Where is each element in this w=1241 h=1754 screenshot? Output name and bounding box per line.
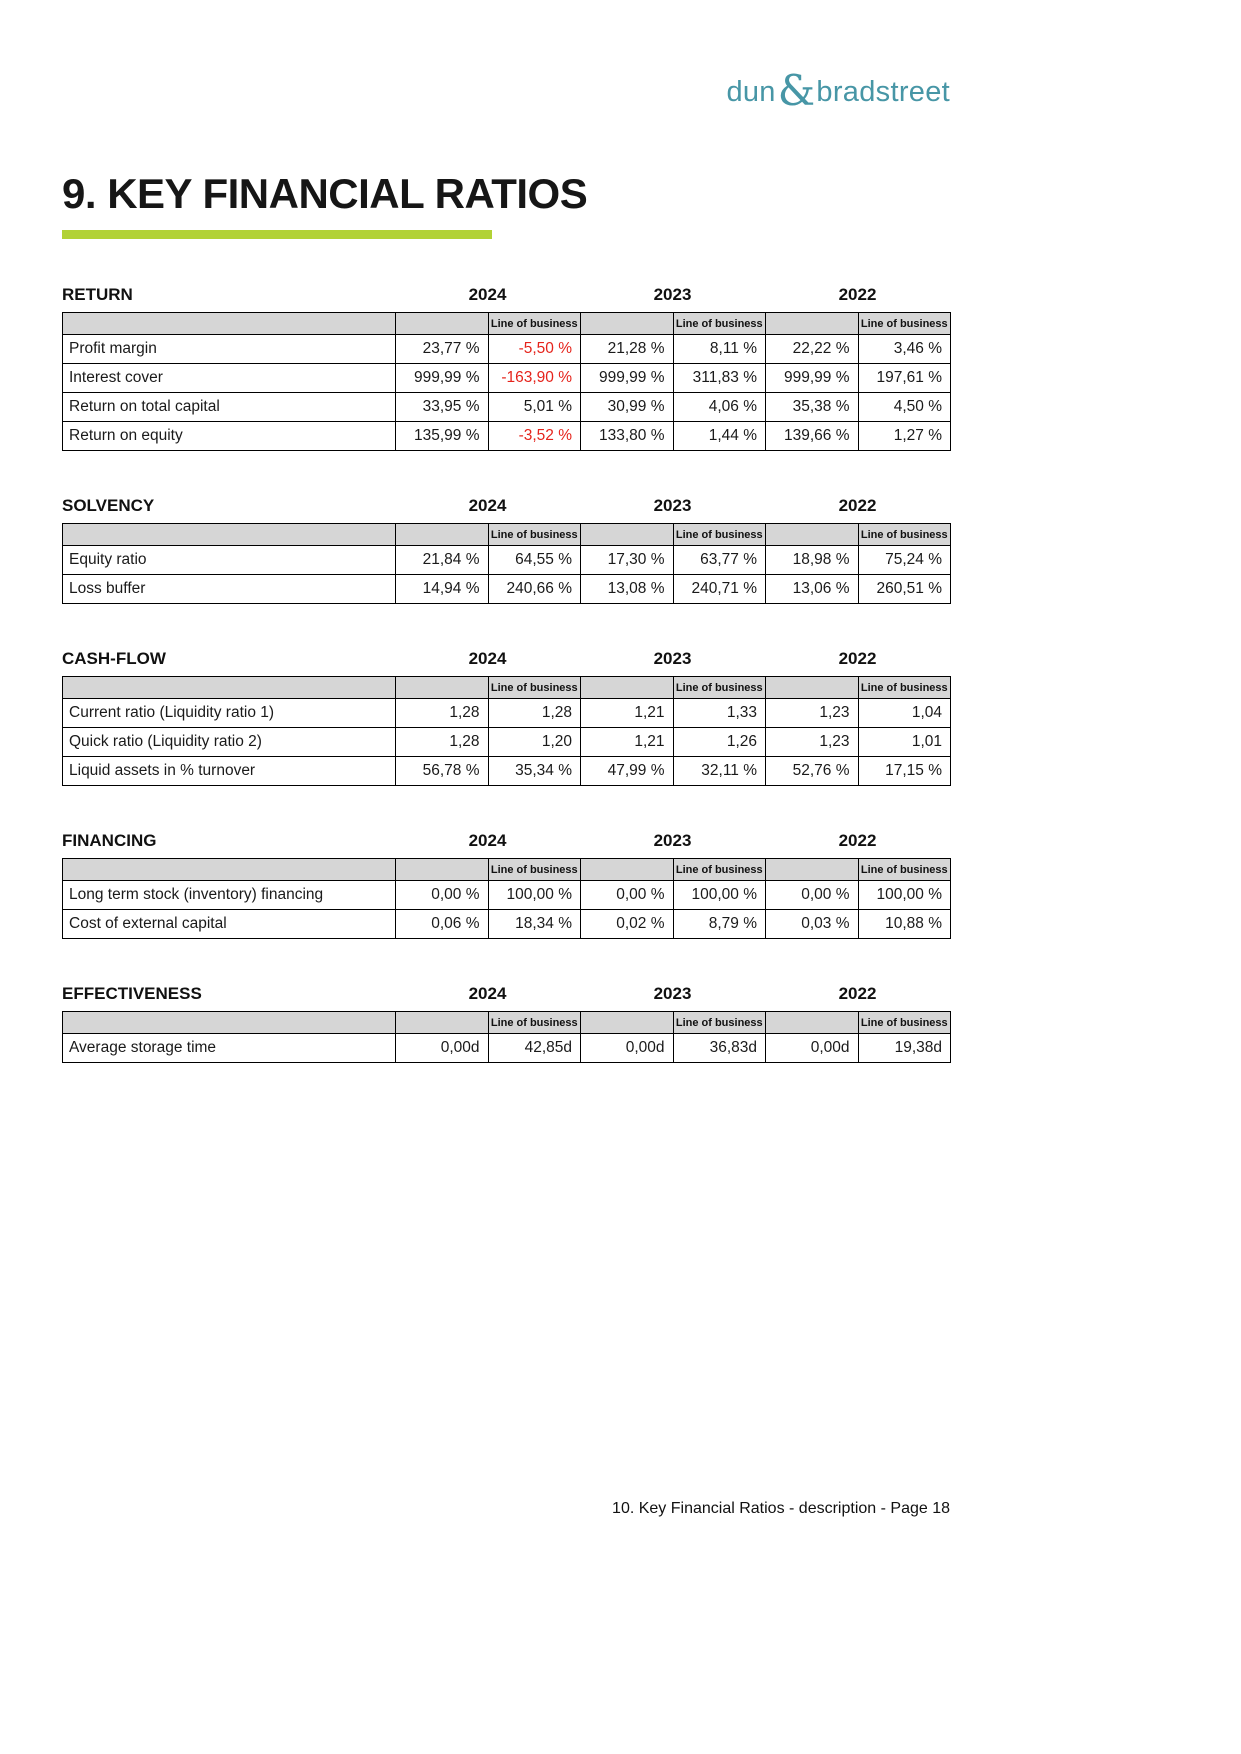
value-cell: 3,46 % (858, 335, 951, 364)
row-label: Current ratio (Liquidity ratio 1) (63, 699, 396, 728)
value-cell: 42,85d (488, 1034, 581, 1063)
row-label: Return on equity (63, 422, 396, 451)
line-of-business-header-cell: Line of business (858, 677, 951, 699)
year-header: 2023 (653, 649, 692, 668)
value-cell: 23,77 % (396, 335, 489, 364)
empty-header-cell (63, 1012, 396, 1034)
value-cell: 36,83d (673, 1034, 766, 1063)
table-header-row (63, 1012, 951, 1034)
year-header: 2022 (838, 984, 877, 1003)
table-header-row (63, 524, 951, 546)
value-cell: 32,11 % (673, 757, 766, 786)
section-solvency (62, 496, 950, 604)
table-row (63, 757, 951, 786)
value-cell: 999,99 % (396, 364, 489, 393)
value-cell: 1,23 (766, 728, 859, 757)
value-cell: 260,51 % (858, 575, 951, 604)
value-cell: 1,28 (488, 699, 581, 728)
row-label: Loss buffer (63, 575, 396, 604)
table-row (63, 1034, 951, 1063)
value-cell: 0,00 % (396, 881, 489, 910)
line-of-business-header-cell: Line of business (488, 313, 581, 335)
value-cell: 100,00 % (673, 881, 766, 910)
value-cell: 0,03 % (766, 910, 859, 939)
title-underline-bar (62, 230, 492, 239)
value-cell: 8,79 % (673, 910, 766, 939)
value-cell: 133,80 % (581, 422, 674, 451)
value-cell: -3,52 % (488, 422, 581, 451)
empty-header-cell (396, 1012, 489, 1034)
value-cell: 1,26 (673, 728, 766, 757)
value-cell: 18,34 % (488, 910, 581, 939)
empty-header-cell (396, 313, 489, 335)
table-row (63, 728, 951, 757)
value-cell: 64,55 % (488, 546, 581, 575)
value-cell: 1,23 (766, 699, 859, 728)
section-financing (62, 831, 950, 939)
value-cell: 75,24 % (858, 546, 951, 575)
line-of-business-header-cell: Line of business (488, 677, 581, 699)
line-of-business-header-cell: Line of business (673, 677, 766, 699)
value-cell: 1,20 (488, 728, 581, 757)
table-row (63, 881, 951, 910)
row-label: Interest cover (63, 364, 396, 393)
line-of-business-header-cell: Line of business (858, 524, 951, 546)
value-cell: 52,76 % (766, 757, 859, 786)
empty-header-cell (581, 677, 674, 699)
table-row (63, 364, 951, 393)
value-cell: 17,30 % (581, 546, 674, 575)
value-cell: 22,22 % (766, 335, 859, 364)
section-title: SOLVENCY (62, 496, 155, 515)
row-label: Liquid assets in % turnover (63, 757, 396, 786)
section-header (62, 285, 950, 305)
year-header: 2022 (838, 649, 877, 668)
value-cell: 100,00 % (858, 881, 951, 910)
year-header: 2024 (468, 496, 507, 515)
section-header (62, 649, 950, 669)
section-header (62, 496, 950, 516)
value-cell: 1,27 % (858, 422, 951, 451)
empty-header-cell (581, 524, 674, 546)
section-title: RETURN (62, 285, 133, 304)
value-cell: 999,99 % (581, 364, 674, 393)
table-row (63, 699, 951, 728)
table-header-row (63, 859, 951, 881)
section-return (62, 285, 950, 451)
value-cell: 35,38 % (766, 393, 859, 422)
value-cell: 1,33 (673, 699, 766, 728)
value-cell: 0,00 % (581, 881, 674, 910)
row-label: Cost of external capital (63, 910, 396, 939)
ratios-table-financing (62, 858, 951, 939)
year-header: 2022 (838, 285, 877, 304)
table-row (63, 393, 951, 422)
line-of-business-header-cell: Line of business (673, 524, 766, 546)
empty-header-cell (63, 677, 396, 699)
year-header: 2023 (653, 984, 692, 1003)
value-cell: 5,01 % (488, 393, 581, 422)
section-cash-flow (62, 649, 950, 786)
page-footer: 10. Key Financial Ratios - description - Page 18 (612, 1500, 950, 1517)
ratios-table-effectiveness (62, 1011, 951, 1063)
ratios-table-return (62, 312, 951, 451)
table-header-row (63, 313, 951, 335)
value-cell: 139,66 % (766, 422, 859, 451)
value-cell: 21,28 % (581, 335, 674, 364)
value-cell: 56,78 % (396, 757, 489, 786)
empty-header-cell (766, 313, 859, 335)
value-cell: 4,50 % (858, 393, 951, 422)
value-cell: 0,00d (766, 1034, 859, 1063)
value-cell: 999,99 % (766, 364, 859, 393)
row-label: Profit margin (63, 335, 396, 364)
value-cell: 4,06 % (673, 393, 766, 422)
sections-container (62, 285, 950, 1108)
table-row (63, 910, 951, 939)
value-cell: 0,06 % (396, 910, 489, 939)
value-cell: 0,00 % (766, 881, 859, 910)
empty-header-cell (396, 524, 489, 546)
value-cell: -163,90 % (488, 364, 581, 393)
line-of-business-header-cell: Line of business (673, 859, 766, 881)
table-row (63, 575, 951, 604)
line-of-business-header-cell: Line of business (858, 313, 951, 335)
value-cell: 13,06 % (766, 575, 859, 604)
empty-header-cell (766, 859, 859, 881)
empty-header-cell (396, 677, 489, 699)
empty-header-cell (396, 859, 489, 881)
empty-header-cell (766, 524, 859, 546)
section-title: FINANCING (62, 831, 157, 850)
value-cell: 0,00d (581, 1034, 674, 1063)
value-cell: 47,99 % (581, 757, 674, 786)
value-cell: 8,11 % (673, 335, 766, 364)
year-header: 2024 (468, 984, 507, 1003)
line-of-business-header-cell: Line of business (858, 859, 951, 881)
value-cell: 19,38d (858, 1034, 951, 1063)
value-cell: 30,99 % (581, 393, 674, 422)
section-header (62, 831, 950, 851)
value-cell: 18,98 % (766, 546, 859, 575)
value-cell: 1,44 % (673, 422, 766, 451)
empty-header-cell (581, 859, 674, 881)
value-cell: 63,77 % (673, 546, 766, 575)
logo-text-bradstreet: bradstreet (816, 76, 950, 108)
section-header (62, 984, 950, 1004)
value-cell: 0,00d (396, 1034, 489, 1063)
row-label: Equity ratio (63, 546, 396, 575)
section-effectiveness (62, 984, 950, 1063)
row-label: Quick ratio (Liquidity ratio 2) (63, 728, 396, 757)
row-label: Average storage time (63, 1034, 396, 1063)
line-of-business-header-cell: Line of business (673, 1012, 766, 1034)
year-header: 2023 (653, 285, 692, 304)
value-cell: 21,84 % (396, 546, 489, 575)
year-header: 2022 (838, 496, 877, 515)
row-label: Long term stock (inventory) financing (63, 881, 396, 910)
value-cell: 197,61 % (858, 364, 951, 393)
line-of-business-header-cell: Line of business (488, 524, 581, 546)
value-cell: 240,71 % (673, 575, 766, 604)
line-of-business-header-cell: Line of business (488, 859, 581, 881)
value-cell: 1,21 (581, 728, 674, 757)
empty-header-cell (581, 1012, 674, 1034)
empty-header-cell (63, 859, 396, 881)
value-cell: 100,00 % (488, 881, 581, 910)
value-cell: 311,83 % (673, 364, 766, 393)
table-header-row (63, 677, 951, 699)
value-cell: 1,28 (396, 699, 489, 728)
table-row (63, 546, 951, 575)
empty-header-cell (766, 677, 859, 699)
value-cell: 35,34 % (488, 757, 581, 786)
ratios-table-solvency (62, 523, 951, 604)
empty-header-cell (63, 313, 396, 335)
line-of-business-header-cell: Line of business (858, 1012, 951, 1034)
value-cell: 17,15 % (858, 757, 951, 786)
value-cell: 0,02 % (581, 910, 674, 939)
ratios-table-cash-flow (62, 676, 951, 786)
value-cell: 33,95 % (396, 393, 489, 422)
empty-header-cell (581, 313, 674, 335)
section-title: EFFECTIVENESS (62, 984, 202, 1003)
value-cell: 13,08 % (581, 575, 674, 604)
value-cell: 1,28 (396, 728, 489, 757)
dun-and-bradstreet-logo (726, 66, 950, 115)
year-header: 2024 (468, 831, 507, 850)
value-cell: 1,21 (581, 699, 674, 728)
value-cell: 1,01 (858, 728, 951, 757)
logo-ampersand-icon: & (777, 66, 816, 115)
year-header: 2024 (468, 649, 507, 668)
page-title: 9. KEY FINANCIAL RATIOS (62, 170, 588, 217)
year-header: 2023 (653, 496, 692, 515)
year-header: 2024 (468, 285, 507, 304)
value-cell: 10,88 % (858, 910, 951, 939)
section-title: CASH-FLOW (62, 649, 166, 668)
empty-header-cell (63, 524, 396, 546)
value-cell: 240,66 % (488, 575, 581, 604)
line-of-business-header-cell: Line of business (488, 1012, 581, 1034)
value-cell: 14,94 % (396, 575, 489, 604)
table-row (63, 422, 951, 451)
year-header: 2022 (838, 831, 877, 850)
value-cell: 1,04 (858, 699, 951, 728)
logo-text-dun: dun (726, 76, 776, 108)
empty-header-cell (766, 1012, 859, 1034)
value-cell: 135,99 % (396, 422, 489, 451)
table-row (63, 335, 951, 364)
year-header: 2023 (653, 831, 692, 850)
line-of-business-header-cell: Line of business (673, 313, 766, 335)
row-label: Return on total capital (63, 393, 396, 422)
value-cell: -5,50 % (488, 335, 581, 364)
